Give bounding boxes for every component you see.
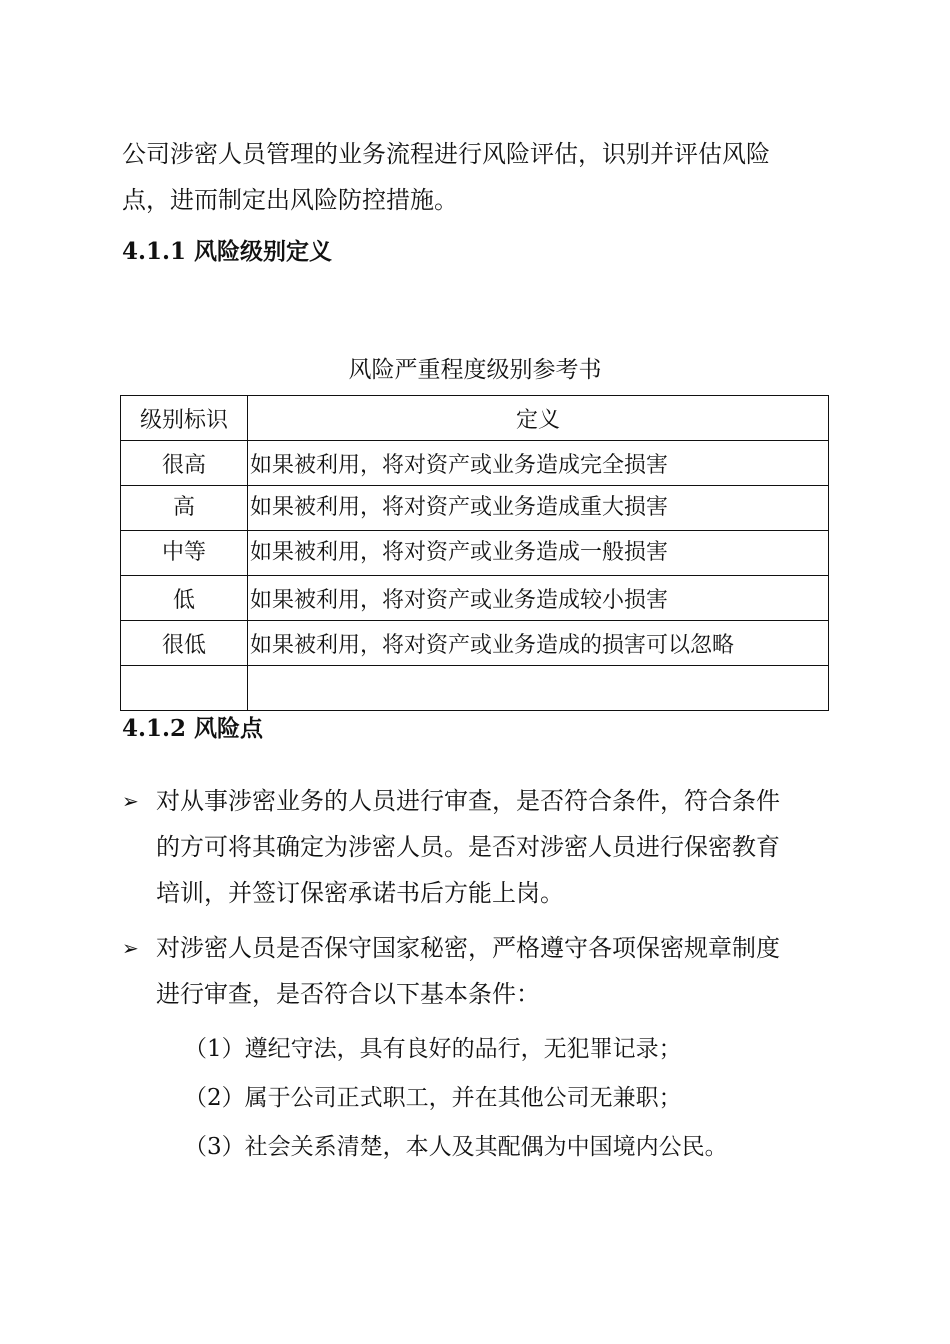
section-heading-4-1-1: 4.1.1 风险级别定义 — [122, 238, 333, 265]
table-cell-level: 高 — [121, 486, 248, 531]
table-cell-definition: 如果被利用，将对资产或业务造成较小损害 — [248, 576, 829, 621]
bullet-item-1 — [122, 778, 830, 916]
bullet-1-line-1: 对从事涉密业务的人员进行审查，是否符合条件，符合条件 — [156, 787, 780, 815]
condition-item-2: （2）属于公司正式职工，并在其他公司无兼职； — [184, 1085, 682, 1111]
table-row — [121, 576, 829, 621]
condition-item-1: （1）遵纪守法，具有良好的品行，无犯罪记录； — [184, 1036, 682, 1062]
bullet-1-line-3: 培训，并签订保密承诺书后方能上岗。 — [156, 879, 564, 907]
table-row — [121, 486, 829, 531]
table-cell-definition: 如果被利用，将对资产或业务造成一般损害 — [248, 531, 829, 576]
table-caption: 风险严重程度级别参考书 — [348, 357, 602, 383]
table-row — [121, 621, 829, 666]
bullet-2-line-1: 对涉密人员是否保守国家秘密，严格遵守各项保密规章制度 — [156, 934, 780, 962]
table-cell-empty — [121, 666, 248, 711]
intro-line-1: 公司涉密人员管理的业务流程进行风险评估，识别并评估风险 — [122, 140, 770, 168]
section-heading-4-1-2: 4.1.2 风险点 — [122, 715, 264, 742]
bullet-1-line-2: 的方可将其确定为涉密人员。是否对涉密人员进行保密教育 — [156, 833, 780, 861]
intro-line-2: 点，进而制定出风险防控措施。 — [122, 186, 458, 214]
table-cell-level: 很低 — [121, 621, 248, 666]
condition-item-3: （3）社会关系清楚，本人及其配偶为中国境内公民。 — [184, 1134, 728, 1160]
arrow-bullet-icon: ➢ — [122, 936, 139, 960]
table-cell-definition: 如果被利用，将对资产或业务造成的损害可以忽略 — [248, 621, 829, 666]
table-cell-definition: 如果被利用，将对资产或业务造成完全损害 — [248, 441, 829, 486]
arrow-bullet-icon: ➢ — [122, 789, 139, 813]
bullet-item-2 — [122, 925, 830, 1017]
table-cell-level: 低 — [121, 576, 248, 621]
table-row — [121, 441, 829, 486]
risk-level-table — [120, 395, 829, 711]
table-cell-empty — [248, 666, 829, 711]
table-cell-definition: 如果被利用，将对资产或业务造成重大损害 — [248, 486, 829, 531]
table-header-definition: 定义 — [248, 396, 829, 441]
intro-paragraph — [122, 131, 830, 223]
table-header-level: 级别标识 — [121, 396, 248, 441]
bullet-2-line-2: 进行审查，是否符合以下基本条件： — [156, 980, 540, 1008]
table-cell-level: 很高 — [121, 441, 248, 486]
table-cell-level: 中等 — [121, 531, 248, 576]
table-row — [121, 531, 829, 576]
table-row-empty — [121, 666, 829, 711]
table-header-row — [121, 396, 829, 441]
